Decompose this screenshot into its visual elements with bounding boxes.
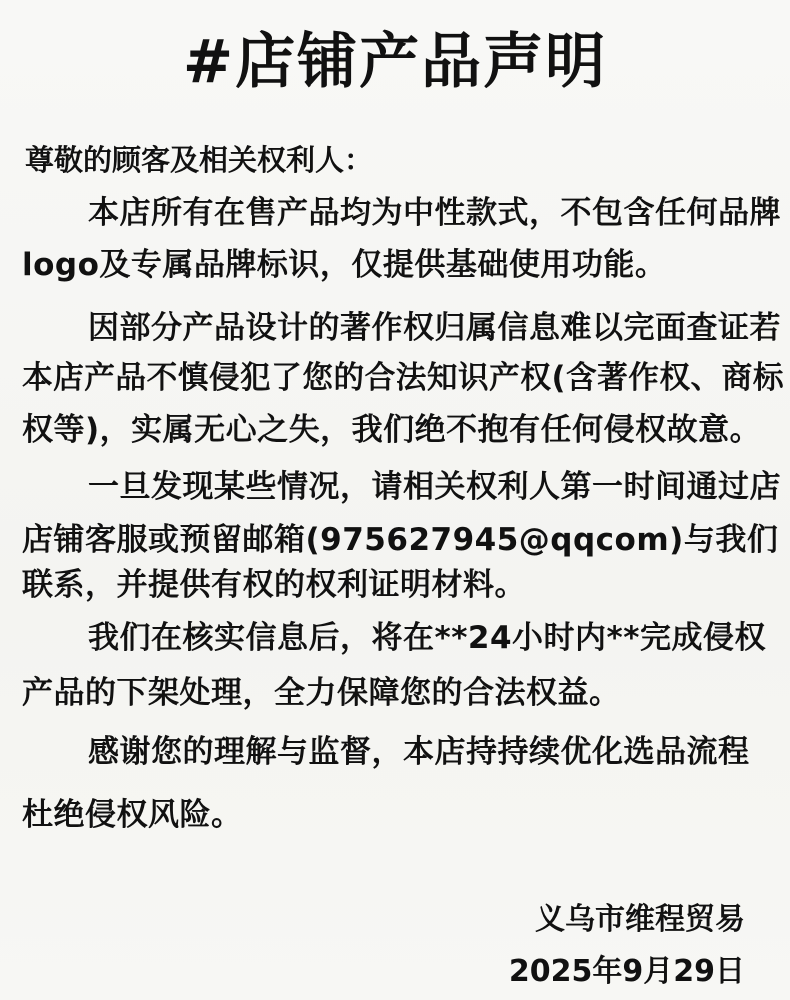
paragraph-5-line-1: 感谢您的理解与监督，本店持持续优化选品流程: [88, 734, 750, 770]
company-name: 义乌市维程贸易: [535, 902, 745, 937]
paragraph-4-line-2: 产品的下架处理，全力保障您的合法权益。: [22, 675, 621, 711]
paragraph-2-line-1: 因部分产品设计的著作权归属信息难以完面查证若: [88, 310, 781, 346]
paragraph-2-line-3: 权等)，实属无心之失，我们绝不抱有任何侵权故意。: [22, 412, 762, 448]
signature-date: 2025年9月29日: [508, 954, 745, 989]
salutation: 尊敬的顾客及相关权利人：: [25, 143, 374, 177]
paragraph-3-line-2: 店铺客服或预留邮箱(975627945@qqcom)与我们: [22, 522, 779, 558]
paragraph-5-line-2: 杜绝侵权风险。: [22, 797, 243, 833]
paragraph-1-line-1: 本店所有在售产品均为中性款式，不包含任何品牌: [88, 195, 781, 231]
paragraph-3-line-3: 联系，并提供有权的权利证明材料。: [22, 567, 526, 603]
notice-title: #店铺产品声明: [182, 27, 608, 97]
paragraph-2-line-2: 本店产品不慎侵犯了您的合法知识产权(含著作权、商标: [22, 360, 784, 396]
paragraph-3-line-1: 一旦发现某些情况，请相关权利人第一时间通过店: [88, 469, 781, 505]
paragraph-4-line-1: 我们在核实信息后，将在**24小时内**完成侵权: [88, 620, 766, 656]
paragraph-1-line-2: logo及专属品牌标识，仅提供基础使用功能。: [22, 247, 667, 283]
